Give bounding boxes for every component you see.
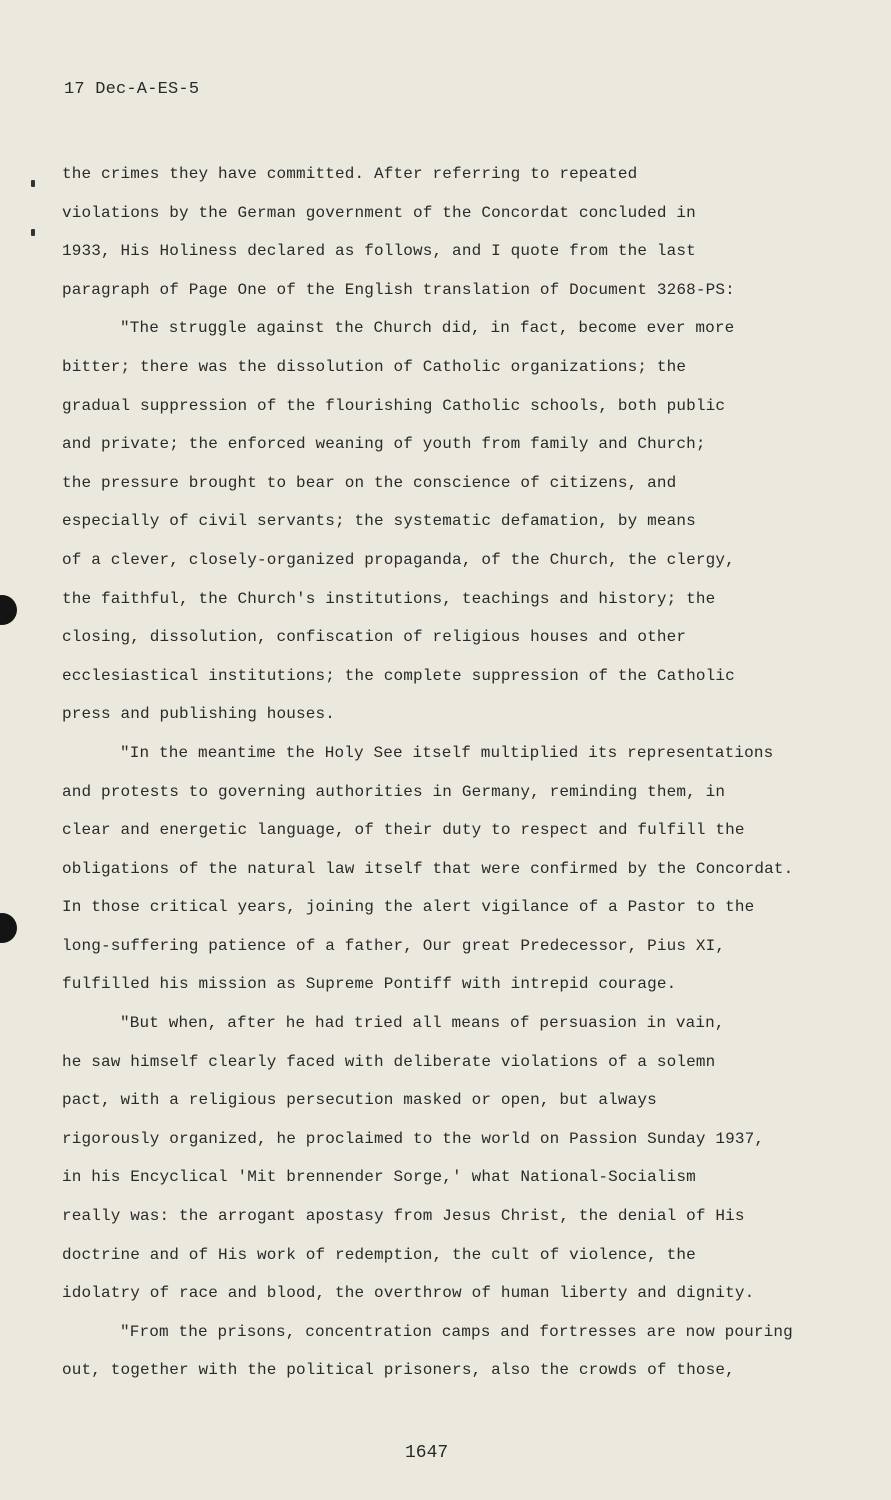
page-number: 1647 xyxy=(405,1443,449,1463)
text-line: of a clever, closely-organized propaganda, of the Church, the clergy, xyxy=(62,550,735,569)
text-line: "The struggle against the Church did, in fact, become ever more xyxy=(120,319,735,338)
punch-hole-top xyxy=(0,595,17,625)
text-line: fulfilled his mission as Supreme Pontiff with intrepid courage. xyxy=(62,975,677,994)
text-line: "From the prisons, concentration camps and fortresses are now pouring xyxy=(120,1322,793,1341)
text-line: the faithful, the Church's institutions, teachings and history; the xyxy=(62,589,716,608)
text-line: "In the meantime the Holy See itself multiplied its representations xyxy=(120,743,774,762)
text-line: gradual suppression of the flourishing Catholic schools, both public xyxy=(62,396,726,415)
text-line: long-suffering patience of a father, Our great Predecessor, Pius XI, xyxy=(62,936,726,955)
text-line: 1933, His Holiness declared as follows, and I quote from the last xyxy=(62,242,696,261)
text-line: clear and energetic language, of their duty to respect and fulfill the xyxy=(62,821,745,840)
text-line: press and publishing houses. xyxy=(62,705,336,724)
text-line: and private; the enforced weaning of youth from family and Church; xyxy=(62,435,706,454)
document-reference: 17 Dec-A-ES-5 xyxy=(64,80,200,99)
text-line: out, together with the political prisoners, also the crowds of those, xyxy=(62,1361,735,1380)
text-line: obligations of the natural law itself that were confirmed by the Concordat. xyxy=(62,859,794,878)
text-line: idolatry of race and blood, the overthrow of human liberty and dignity. xyxy=(62,1284,755,1303)
text-line: the pressure brought to bear on the conscience of citizens, and xyxy=(62,473,677,492)
transcript-body xyxy=(62,155,794,1390)
margin-mark xyxy=(31,229,35,236)
text-line: closing, dissolution, confiscation of religious houses and other xyxy=(62,628,687,647)
margin-mark xyxy=(31,180,35,187)
text-line: bitter; there was the dissolution of Catholic organizations; the xyxy=(62,357,687,376)
text-line: pact, with a religious persecution masked or open, but always xyxy=(62,1091,657,1110)
text-line: violations by the German government of the Concordat concluded in xyxy=(62,203,696,222)
text-line: especially of civil servants; the systematic defamation, by means xyxy=(62,512,696,531)
text-line: the crimes they have committed. After referring to repeated xyxy=(62,165,638,183)
text-line: he saw himself clearly faced with deliberate violations of a solemn xyxy=(62,1052,716,1071)
text-line: ecclesiastical institutions; the complete suppression of the Catholic xyxy=(62,666,735,685)
punch-hole-bottom xyxy=(0,913,17,943)
text-line: really was: the arrogant apostasy from Jesus Christ, the denial of His xyxy=(62,1207,745,1226)
text-line: doctrine and of His work of redemption, the cult of violence, the xyxy=(62,1245,696,1264)
text-line: paragraph of Page One of the English translation of Document 3268-PS: xyxy=(62,280,735,299)
text-line: In those critical years, joining the alert vigilance of a Pastor to the xyxy=(62,898,755,917)
text-line: and protests to governing authorities in Germany, reminding them, in xyxy=(62,782,726,801)
text-line: "But when, after he had tried all means of persuasion in vain, xyxy=(120,1014,725,1033)
text-line: in his Encyclical 'Mit brennender Sorge,' what National-Socialism xyxy=(62,1168,696,1187)
text-line: rigorously organized, he proclaimed to the world on Passion Sunday 1937, xyxy=(62,1129,765,1148)
